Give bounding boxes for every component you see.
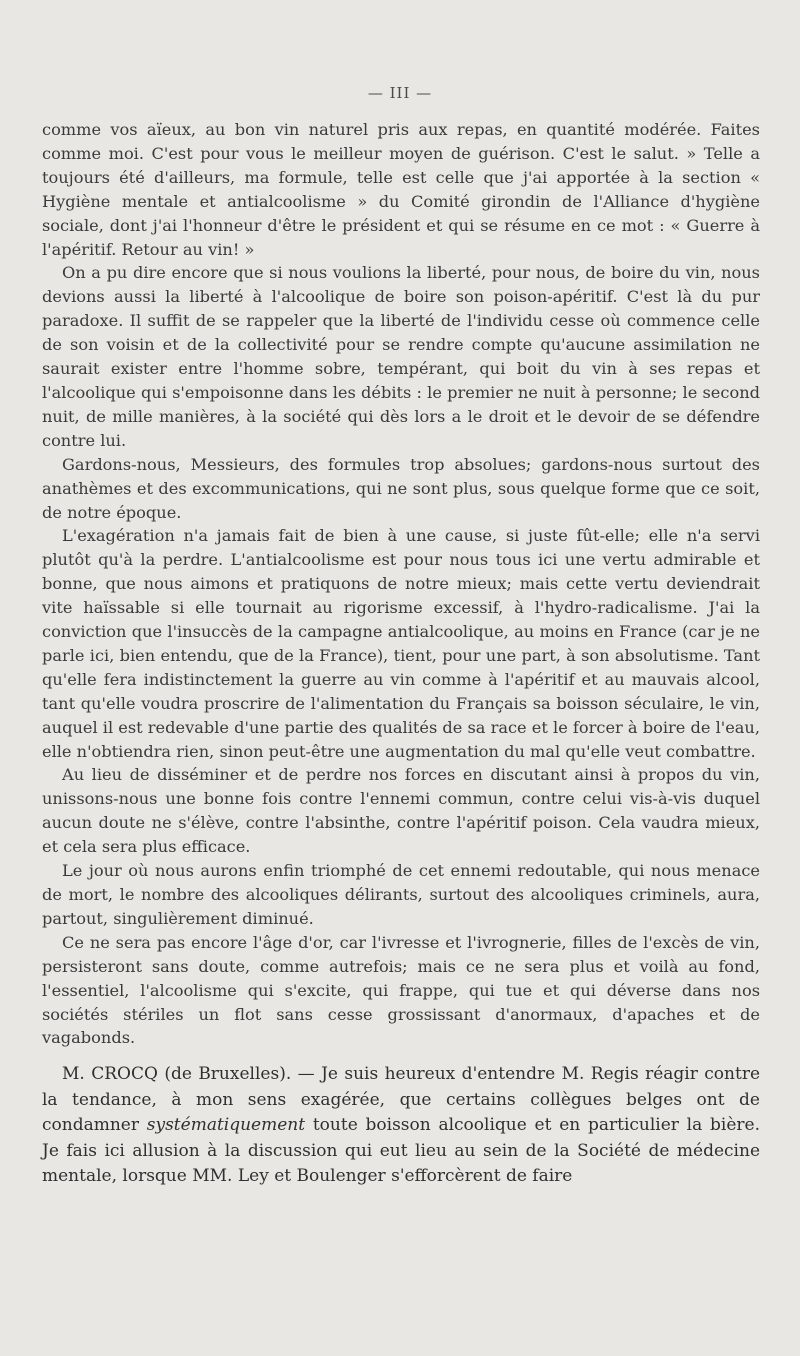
speaker-affiliation: (de Bruxelles). — — [157, 1064, 322, 1085]
speech-italic-word: systématiquement — [146, 1115, 306, 1136]
paragraph-4: L'exagération n'a jamais fait de bien à une cause, si juste fût-elle; elle n'a servi plutôt qu'à la perdre. L'antialcoolisme est pour nous tous ici une vertu admirable et bonne, que nous aimons et pratiquons de notre mieux; mais cette vertu deviendrait vite haïssable si elle tournait au rigorisme excessif, à l'hydro-radicalisme. J'ai la conviction que l'insuccès de la campagne antialcoolique, au moins en France (car je ne parle ici, bien entendu, que de la France), tient, pour une part, à son absolutisme. Tant qu'elle fera indistinctement la guerre au vin comme à l'apéritif et au mauvais alcool, tant qu'elle voudra proscrire de l'alimentation du Français sa boisson séculaire, le vin, auquel il est redevable d'une partie des qualités de sa race et le forcer à boire de l'eau, elle n'obtiendra rien, sinon peut-être une augmentation du mal qu'elle veut combattre. — [42, 526, 760, 761]
speaker-name: M. CROCQ — [62, 1064, 158, 1085]
body-text — [42, 118, 760, 1190]
paragraph-1: comme vos aïeux, au bon vin naturel pris aux repas, en quantité modérée. Faites comme moi. C'est pour vous le meilleur moyen de guérison. C'est le salut. » Telle a toujours été d'ailleurs, ma formule, telle est celle que j'ai apportée à la section « Hygiène mentale et antialcoolisme » du Comité girondin de l'Alliance d'hygiène sociale, dont j'ai l'honneur d'être le président et qui se résume en ce mot : « Guerre à l'apéritif. Retour au vin! » — [42, 120, 760, 259]
paragraph-7: Ce ne sera pas encore l'âge d'or, car l'ivresse et l'ivrognerie, filles de l'excès de vin, persisteront sans doute, comme autrefois; mais ce ne sera plus et voilà au fond, l'essentiel, l'alcoolisme qui s'excite, qui frappe, qui tue et qui déverse dans nos sociétés stériles un flot sans cesse grossissant d'anormaux, d'apaches et de vagabonds. — [42, 932, 760, 1048]
paragraph-2: On a pu dire encore que si nous voulions la liberté, pour nous, de boire du vin, nous devions aussi la liberté à l'alcoolique de boire son poison-apéritif. C'est là du pur paradoxe. Il suffit de se rappeler que la liberté de l'individu cesse où commence celle de son voisin et de la collectivité pour se rendre compte qu'aucune assimilation ne saurait exister entre l'homme sobre, tempérant, qui boit du vin à ses repas et l'alcoolique qui s'empoisonne dans les débits : le premier ne nuit à personne; le second nuit, de mille manières, à la société qui dès lors a le droit et le devoir de se défendre contre lui. — [42, 263, 760, 450]
speech-paragraph — [42, 1062, 760, 1190]
paragraph-3: Gardons-nous, Messieurs, des formules trop absolues; gardons-nous surtout des anathèmes et des excommunications, qui ne sont plus, sous quelque forme que ce soit, de notre époque. — [42, 454, 760, 522]
paragraph-6: Le jour où nous aurons enfin triomphé de cet ennemi redoutable, qui nous menace de mort, le nombre des alcooliques délirants, surtout des alcooliques criminels, aura, partout, singulièrement diminué. — [42, 861, 760, 928]
paragraph-5: Au lieu de disséminer et de perdre nos forces en discutant ainsi à propos du vin, unissons-nous une bonne fois contre l'ennemi commun, contre celui vis-à-vis duquel aucun doute ne s'élève, contre l'absinthe, contre l'apéritif poison. Cela vaudra mieux, et cela sera plus efficace. — [42, 765, 760, 857]
speech-text-end: toute boisson alcoolique et en particulier la bière. Je fais ici allusion à la discussion qui eut lieu au sein de la Société de médecine mentale, lorsque MM. Ley et Boulenger s'efforcèrent de faire — [42, 1115, 760, 1187]
speech-text-start: Je suis heureux d'entendre M. Regis réagir contre la tendance, à mon sens exagérée, que certains collègues belges ont de condamner — [42, 1064, 761, 1136]
page-number-header: — III — — [367, 84, 433, 102]
